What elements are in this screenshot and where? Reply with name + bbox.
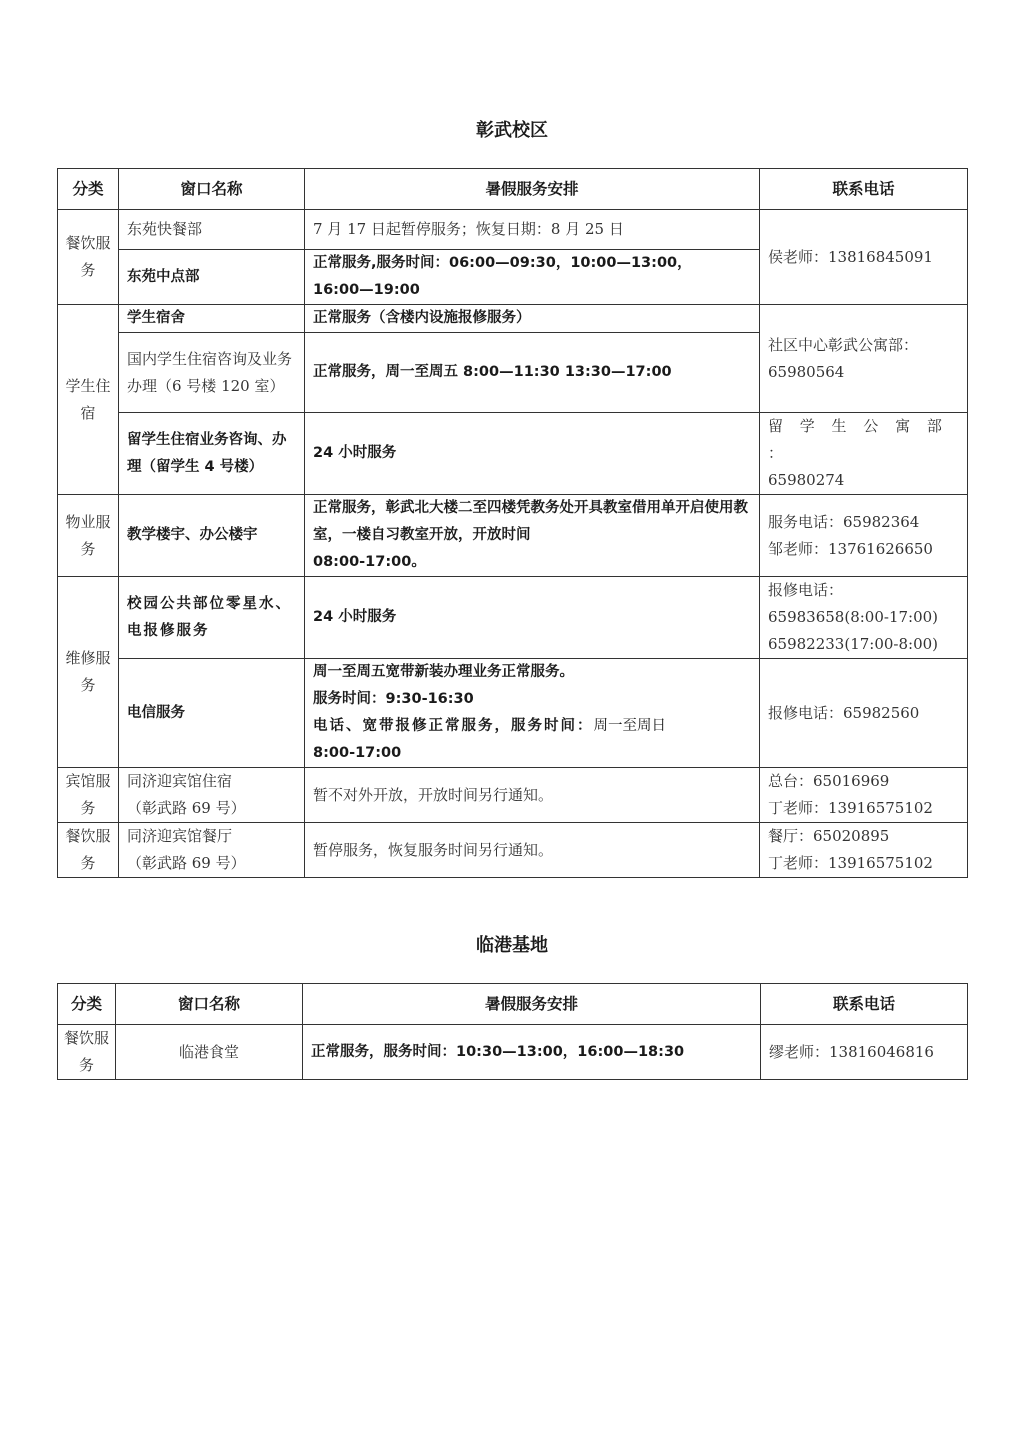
- window-name-cell: 东苑中点部: [119, 250, 305, 305]
- section-title-lingang: 临港基地: [476, 935, 548, 956]
- window-name-cell: 电信服务: [119, 659, 305, 768]
- window-name-cell: [119, 768, 305, 823]
- schedule-line: 周一至周五宽带新装办理业务正常服务。: [313, 664, 574, 680]
- table-header-row: [58, 984, 968, 1025]
- contact-cell: [760, 823, 968, 878]
- window-name-cell: 国内学生住宿咨询及业务办理（6 号楼 120 室）: [119, 333, 305, 413]
- table-row: [58, 413, 968, 495]
- header-window-name: 窗口名称: [116, 984, 303, 1025]
- contact-cell: 缪老师：13816046816: [761, 1025, 968, 1080]
- header-window-name: 窗口名称: [119, 169, 305, 210]
- window-name-line: 同济迎宾馆餐厅: [127, 827, 233, 845]
- lingang-service-table: [57, 983, 968, 1080]
- contact-cell: 报修电话：65982560: [760, 659, 968, 768]
- table-header-row: [58, 169, 968, 210]
- header-category: 分类: [58, 984, 116, 1025]
- table-row: [58, 659, 968, 768]
- window-name-cell: 学生宿舍: [119, 305, 305, 333]
- schedule-line: 周一至周日: [593, 718, 666, 734]
- category-cell: 学生住宿: [58, 305, 119, 495]
- table-row: [58, 305, 968, 333]
- schedule-cell: [305, 659, 760, 768]
- table-row: [58, 577, 968, 659]
- schedule-line: 08:00-17:00。: [313, 554, 426, 570]
- schedule-cell: [305, 495, 760, 577]
- header-category: 分类: [58, 169, 119, 210]
- table-row: [58, 768, 968, 823]
- category-cell: 餐饮服务: [58, 210, 119, 305]
- contact-cell: [760, 413, 968, 495]
- schedule-cell: [305, 250, 760, 305]
- contact-line: 65980274: [768, 471, 845, 489]
- window-name-line: （彰武路 69 号）: [127, 799, 246, 817]
- window-name-cell: 留学生住宿业务咨询、办理（留学生 4 号楼）: [119, 413, 305, 495]
- category-cell: 维修服务: [58, 577, 119, 768]
- contact-line: 65983658(8:00-17:00): [768, 608, 939, 626]
- table-row: [58, 495, 968, 577]
- table-row: [58, 210, 968, 250]
- schedule-line: 16:00—19:00: [313, 282, 420, 298]
- contact-line: 65982233(17:00-8:00): [768, 635, 939, 653]
- schedule-line: 电话、宽带报修正常服务，服务时间：: [313, 718, 594, 734]
- header-summer-schedule: 暑假服务安排: [303, 984, 761, 1025]
- window-name-cell: 校园公共部位零星水、电报修服务: [119, 577, 305, 659]
- category-cell: 物业服务: [58, 495, 119, 577]
- schedule-cell: 7 月 17 日起暂停服务；恢复日期：8 月 25 日: [305, 210, 760, 250]
- schedule-cell: 正常服务，周一至周五 8:00—11:30 13:30—17:00: [305, 333, 760, 413]
- schedule-cell: 24 小时服务: [305, 577, 760, 659]
- window-name-line: （彰武路 69 号）: [127, 854, 246, 872]
- zhangwu-service-table: [57, 168, 968, 878]
- schedule-line: 服务时间：9:30-16:30: [313, 691, 474, 707]
- schedule-cell: 24 小时服务: [305, 413, 760, 495]
- contact-line: 社区中心彰武公寓部：: [768, 335, 919, 354]
- contact-line: 餐厅：65020895: [768, 827, 890, 845]
- schedule-cell: 正常服务（含楼内设施报修服务）: [305, 305, 760, 333]
- schedule-line: 8:00-17:00: [313, 745, 402, 761]
- schedule-cell: 暂不对外开放，开放时间另行通知。: [305, 768, 760, 823]
- contact-line: 报修电话：: [768, 581, 844, 599]
- contact-line: 65980564: [768, 362, 845, 381]
- contact-cell: 侯老师：13816845091: [760, 210, 968, 305]
- window-name-line: 同济迎宾馆住宿: [127, 772, 233, 790]
- table-row: [58, 823, 968, 878]
- category-cell: 宾馆服务: [58, 768, 119, 823]
- category-cell: 餐饮服务: [58, 823, 119, 878]
- table-row: [58, 1025, 968, 1080]
- header-contact-phone: 联系电话: [760, 169, 968, 210]
- contact-line: 丁老师：13916575102: [768, 854, 933, 872]
- contact-cell: [760, 495, 968, 577]
- contact-line: 留 学 生 公 寓 部 ：: [768, 417, 948, 462]
- contact-line: 服务电话：65982364: [768, 512, 920, 531]
- window-name-cell: 东苑快餐部: [119, 210, 305, 250]
- window-name-cell: 临港食堂: [116, 1025, 303, 1080]
- contact-cell: [760, 305, 968, 413]
- contact-line: 邹老师：13761626650: [768, 539, 933, 558]
- schedule-cell: 暂停服务，恢复服务时间另行通知。: [305, 823, 760, 878]
- contact-line: 总台：65016969: [768, 772, 890, 790]
- schedule-line: 正常服务，彰武北大楼二至四楼凭教务处开具教室借用单开启使用教室，一楼自习教室开放，开放时间: [313, 500, 748, 543]
- section-title-zhangwu: 彰武校区: [476, 120, 548, 141]
- window-name-cell: 教学楼宇、办公楼宇: [119, 495, 305, 577]
- contact-line: 丁老师：13916575102: [768, 799, 933, 817]
- contact-cell: [760, 768, 968, 823]
- schedule-line: 正常服务,服务时间：06:00—09:30，10:00—13:00，: [313, 255, 692, 271]
- schedule-cell: 正常服务，服务时间：10:30—13:00，16:00—18:30: [303, 1025, 761, 1080]
- header-summer-schedule: 暑假服务安排: [305, 169, 760, 210]
- window-name-cell: [119, 823, 305, 878]
- header-contact-phone: 联系电话: [761, 984, 968, 1025]
- category-cell: 餐饮服务: [58, 1025, 116, 1080]
- contact-cell: [760, 577, 968, 659]
